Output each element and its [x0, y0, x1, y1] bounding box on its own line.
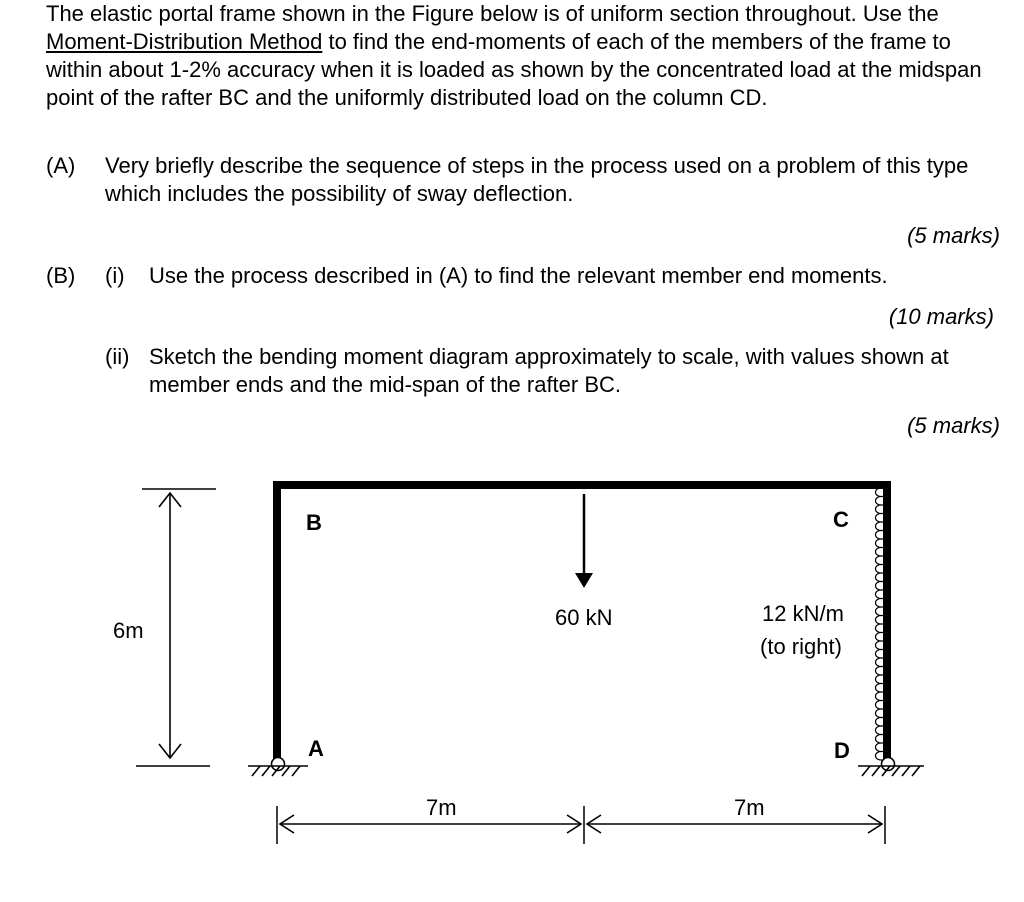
point-load-arrow	[575, 494, 593, 588]
span-right-label: 7m	[734, 795, 765, 820]
part-b-ii-label: (ii)	[105, 344, 130, 369]
joint-label-d: D	[834, 738, 850, 763]
pin-support-a	[248, 758, 308, 777]
pin-support-d	[858, 758, 924, 777]
part-a-label: (A)	[46, 153, 76, 178]
point-load-label: 60 kN	[555, 605, 613, 630]
part-b-ii-marks: (5 marks)	[907, 413, 1000, 438]
part-a-marks: (5 marks)	[907, 223, 1000, 248]
part-b-i-text: Use the process described in (A) to find the relevant member end moments.	[149, 263, 888, 288]
height-label: 6m	[113, 618, 144, 643]
intro-pre: The elastic portal frame shown in the Figure below is of uniform section throughout. Use the	[46, 1, 939, 26]
height-dimension-arrow	[159, 493, 181, 758]
udl-load-symbol	[876, 488, 884, 760]
joint-label-b: B	[306, 510, 322, 535]
udl-direction-label: (to right)	[760, 634, 842, 659]
part-b-i-marks: (10 marks)	[888, 304, 994, 329]
part-b-ii-text: Sketch the bending moment diagram approximately to scale, with values shown at member ends and the mid-span of the rafter BC.	[149, 344, 949, 397]
part-a-text: Very briefly describe the sequence of steps in the process used on a problem of this type which includes the possibility of sway deflection.	[105, 153, 969, 206]
joint-label-c: C	[833, 507, 849, 532]
moment-distribution-link-text: Moment-Distribution Method	[46, 29, 323, 54]
part-b-i-label: (i)	[105, 263, 125, 288]
intro-post: to find the end-moments of each of the members of the frame to within about 1-2% accuracy when it is loaded as shown by the concentrated load at the midspan point of the rafter BC and the uniformly distributed load on the column CD.	[46, 29, 982, 110]
joint-label-a: A	[308, 736, 324, 761]
part-b-label: (B)	[46, 263, 76, 288]
udl-value-label: 12 kN/m	[762, 601, 844, 626]
span-left-label: 7m	[426, 795, 457, 820]
